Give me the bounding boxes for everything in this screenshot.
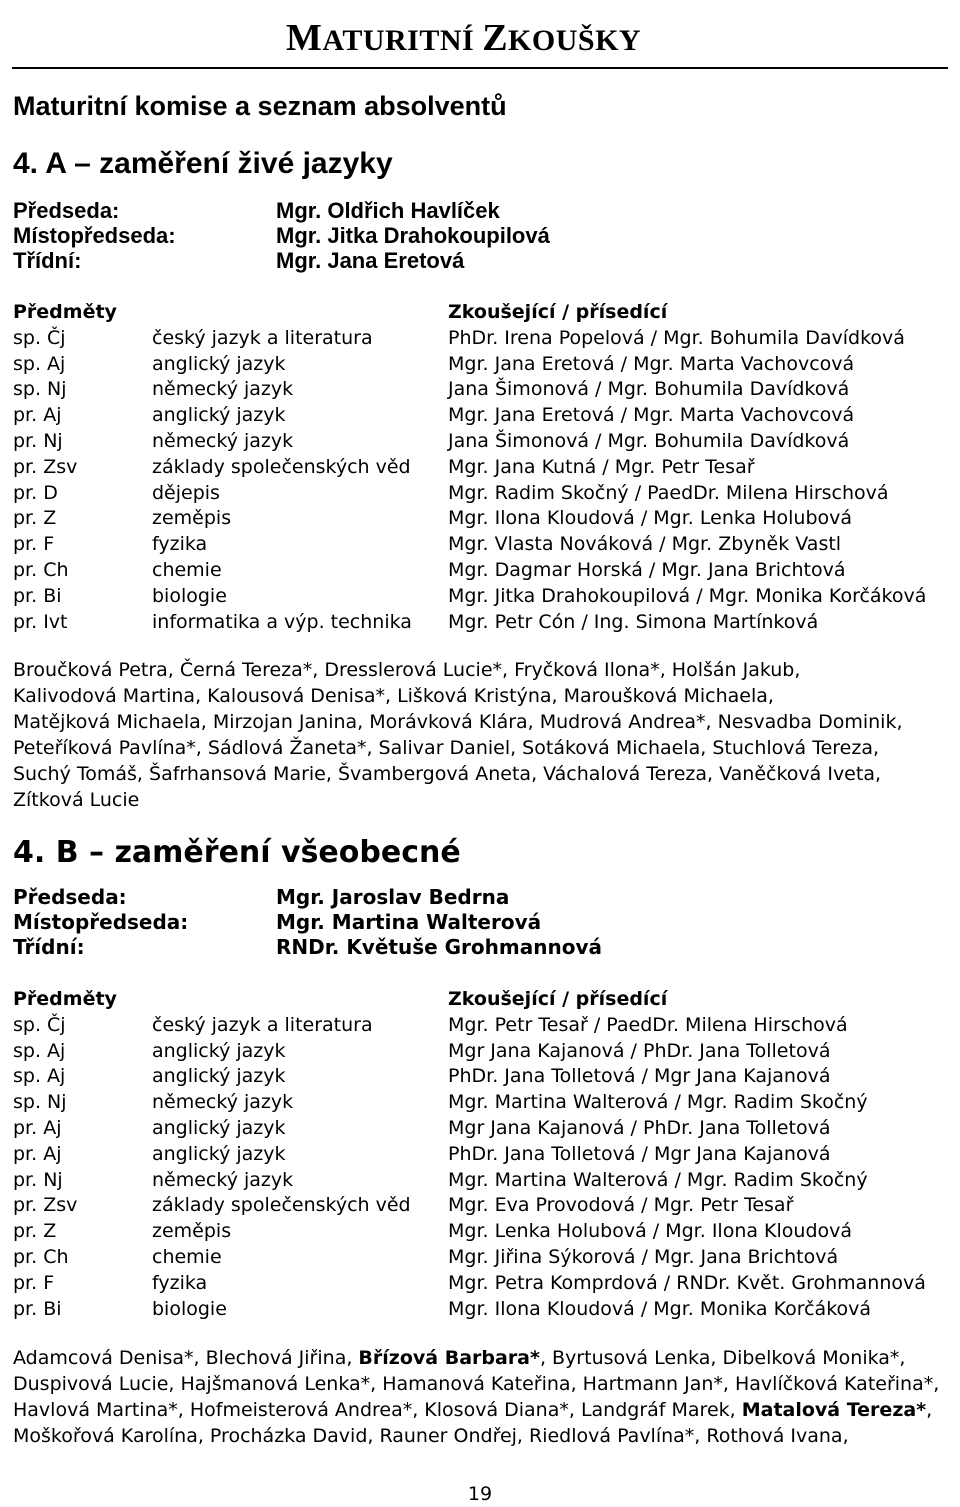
- subject-name: biologie: [152, 584, 227, 607]
- subject-code: pr. Zsv: [13, 1194, 78, 1217]
- subject-code: pr. D: [13, 481, 58, 504]
- subject-examiners: Mgr. Petr Cón / Ing. Simona Martínková: [448, 610, 819, 633]
- subject-code: sp. Čj: [13, 326, 66, 349]
- subject-name: biologie: [152, 1297, 227, 1320]
- subject-code: pr. Ch: [13, 1245, 69, 1268]
- subject-examiners: Mgr. Lenka Holubová / Mgr. Ilona Kloudová: [448, 1220, 853, 1243]
- commission-label: Předseda:: [13, 885, 127, 909]
- subject-examiners: Mgr. Jana Kutná / Mgr. Petr Tesař: [448, 455, 755, 478]
- class-4b-title: 4. B – zaměření všeobecné: [13, 835, 461, 870]
- subject-code: pr. F: [13, 1271, 55, 1294]
- subject-name: český jazyk a literatura: [152, 326, 373, 349]
- subject-name: německý jazyk: [152, 378, 294, 401]
- commission-value: Mgr. Oldřich Havlíček: [276, 198, 500, 223]
- highlighted-student: Břízová Barbara*: [358, 1347, 540, 1369]
- subject-name: chemie: [152, 558, 222, 581]
- highlighted-student: Matalová Tereza*: [741, 1399, 927, 1421]
- subject-examiners: Mgr. Radim Skočný / PaedDr. Milena Hirschová: [448, 481, 889, 504]
- subject-code: sp. Nj: [13, 1091, 67, 1114]
- subject-code: pr. Zsv: [13, 455, 78, 478]
- subject-examiners: Mgr Jana Kajanová / PhDr. Jana Tolletová: [448, 1116, 831, 1139]
- subject-examiners: Jana Šimonová / Mgr. Bohumila Davídková: [448, 429, 850, 452]
- class-4a-students: [13, 657, 943, 813]
- students-line: Moškořová Karolína, Procházka David, Rauner Ondřej, Riedlová Pavlína*, Rothová Ivana,: [13, 1425, 849, 1447]
- students-line: Kalivodová Martina, Kalousová Denisa*, Lišková Kristýna, Maroušková Michaela,: [13, 685, 774, 707]
- subject-code: pr. F: [13, 533, 55, 556]
- subject-name: informatika a výp. technika: [152, 610, 412, 633]
- subjects-header-left: Předměty: [13, 301, 117, 323]
- subject-examiners: Jana Šimonová / Mgr. Bohumila Davídková: [448, 378, 850, 401]
- commission-label: Místopředseda:: [13, 223, 176, 248]
- students-line: Peteříková Pavlína*, Sádlová Žaneta*, Salivar Daniel, Sotáková Michaela, Stuchlová Tereza,: [13, 737, 880, 759]
- subject-name: anglický jazyk: [152, 1142, 286, 1165]
- students-line: Zítková Lucie: [13, 789, 140, 811]
- section-subtitle: Maturitní komise a seznam absolventů: [13, 91, 507, 121]
- subject-code: pr. Aj: [13, 1142, 62, 1165]
- subject-code: pr. Nj: [13, 429, 63, 452]
- students-line: Adamcová Denisa*, Blechová Jiřina, Břízová Barbara*, Byrtusová Lenka, Dibelková Monika*,: [13, 1347, 906, 1369]
- page-number: 19: [467, 1483, 493, 1505]
- subject-code: pr. Aj: [13, 1116, 62, 1139]
- subject-examiners: Mgr. Petra Komprdová / RNDr. Květ. Grohmannová: [448, 1271, 926, 1294]
- subject-examiners: Mgr. Jitka Drahokoupilová / Mgr. Monika Korčáková: [448, 584, 927, 607]
- subject-name: základy společenských věd: [152, 455, 411, 478]
- subject-code: pr. Aj: [13, 404, 62, 427]
- subject-examiners: Mgr Jana Kajanová / PhDr. Jana Tolletová: [448, 1039, 831, 1062]
- subject-examiners: Mgr. Vlasta Nováková / Mgr. Zbyněk Vastl: [448, 533, 842, 556]
- subject-examiners: Mgr. Eva Provodová / Mgr. Petr Tesař: [448, 1194, 794, 1217]
- subjects-header-left: Předměty: [13, 988, 117, 1010]
- subject-code: sp. Aj: [13, 1065, 66, 1088]
- subject-examiners: Mgr. Ilona Kloudová / Mgr. Monika Korčáková: [448, 1297, 872, 1320]
- commission-value: RNDr. Květuše Grohmannová: [276, 935, 602, 959]
- subject-examiners: Mgr. Jana Eretová / Mgr. Marta Vachovcová: [448, 404, 855, 427]
- subject-name: anglický jazyk: [152, 404, 286, 427]
- students-line: Matějková Michaela, Mirzojan Janina, Morávková Klára, Mudrová Andrea*, Nesvadba Dominik,: [13, 711, 903, 733]
- subject-name: anglický jazyk: [152, 352, 286, 375]
- subject-name: německý jazyk: [152, 1168, 294, 1191]
- subject-examiners: Mgr. Jiřina Sýkorová / Mgr. Jana Brichtová: [448, 1245, 839, 1268]
- subject-code: pr. Nj: [13, 1168, 63, 1191]
- subject-code: pr. Ch: [13, 558, 69, 581]
- subject-code: pr. Ivt: [13, 610, 68, 633]
- commission-value: Mgr. Jaroslav Bedrna: [276, 885, 510, 909]
- subject-name: anglický jazyk: [152, 1116, 286, 1139]
- commission-label: Třídní:: [13, 248, 82, 273]
- students-line: Suchý Tomáš, Šafrhansová Marie, Švambergová Aneta, Váchalová Tereza, Vaněčková Iveta,: [13, 763, 882, 785]
- subject-code: sp. Aj: [13, 352, 66, 375]
- subject-examiners: Mgr. Martina Walterová / Mgr. Radim Skočný: [448, 1168, 868, 1191]
- subject-name: zeměpis: [152, 1220, 232, 1243]
- subject-name: fyzika: [152, 533, 208, 556]
- commission-value: Mgr. Jitka Drahokoupilová: [276, 223, 550, 248]
- subject-name: dějepis: [152, 481, 220, 504]
- subject-examiners: Mgr. Jana Eretová / Mgr. Marta Vachovcová: [448, 352, 855, 375]
- subject-code: sp. Aj: [13, 1039, 66, 1062]
- students-line: Duspivová Lucie, Hajšmanová Lenka*, Hamanová Kateřina, Hartmann Jan*, Havlíčková Kateřina*,: [13, 1373, 940, 1395]
- subject-examiners: PhDr. Jana Tolletová / Mgr Jana Kajanová: [448, 1142, 831, 1165]
- subject-examiners: Mgr. Dagmar Horská / Mgr. Jana Brichtová: [448, 558, 846, 581]
- subject-examiners: Mgr. Petr Tesař / PaedDr. Milena Hirschová: [448, 1013, 848, 1036]
- subjects-header-right: Zkoušející / přísedící: [448, 301, 668, 323]
- commission-label: Místopředseda:: [13, 910, 189, 934]
- students-line: Havlová Martina*, Hofmeisterová Andrea*, Klosová Diana*, Landgráf Marek, Matalová Tereza*,: [13, 1399, 933, 1421]
- subjects-header-right: Zkoušející / přísedící: [448, 988, 668, 1010]
- subject-examiners: Mgr. Martina Walterová / Mgr. Radim Skočný: [448, 1091, 868, 1114]
- subject-code: sp. Nj: [13, 378, 67, 401]
- subject-name: německý jazyk: [152, 1091, 294, 1114]
- students-line: Broučková Petra, Černá Tereza*, Dresslerová Lucie*, Fryčková Ilona*, Holšán Jakub,: [13, 659, 801, 681]
- subject-name: německý jazyk: [152, 429, 294, 452]
- subject-name: fyzika: [152, 1271, 208, 1294]
- class-4a-title: 4. A – zaměření živé jazyky: [13, 147, 393, 180]
- subject-name: anglický jazyk: [152, 1039, 286, 1062]
- subject-code: pr. Bi: [13, 1297, 62, 1320]
- commission-label: Třídní:: [13, 935, 85, 959]
- subject-name: zeměpis: [152, 507, 232, 530]
- class-4b-students: [13, 1345, 943, 1449]
- subject-examiners: PhDr. Irena Popelová / Mgr. Bohumila Davídková: [448, 326, 905, 349]
- subject-name: chemie: [152, 1245, 222, 1268]
- subject-code: pr. Z: [13, 507, 57, 530]
- subject-examiners: Mgr. Ilona Kloudová / Mgr. Lenka Holubová: [448, 507, 853, 530]
- subject-name: anglický jazyk: [152, 1065, 286, 1088]
- commission-value: Mgr. Martina Walterová: [276, 910, 542, 934]
- subject-examiners: PhDr. Jana Tolletová / Mgr Jana Kajanová: [448, 1065, 831, 1088]
- subject-code: sp. Čj: [13, 1013, 66, 1036]
- commission-value: Mgr. Jana Eretová: [276, 248, 465, 273]
- subject-name: základy společenských věd: [152, 1194, 411, 1217]
- subject-code: pr. Bi: [13, 584, 62, 607]
- page-header-title: MATURITNÍ ZKOUŠKY: [286, 17, 642, 59]
- subject-name: český jazyk a literatura: [152, 1013, 373, 1036]
- commission-label: Předseda:: [13, 198, 120, 223]
- subject-code: pr. Z: [13, 1220, 57, 1243]
- header-divider: [12, 67, 948, 69]
